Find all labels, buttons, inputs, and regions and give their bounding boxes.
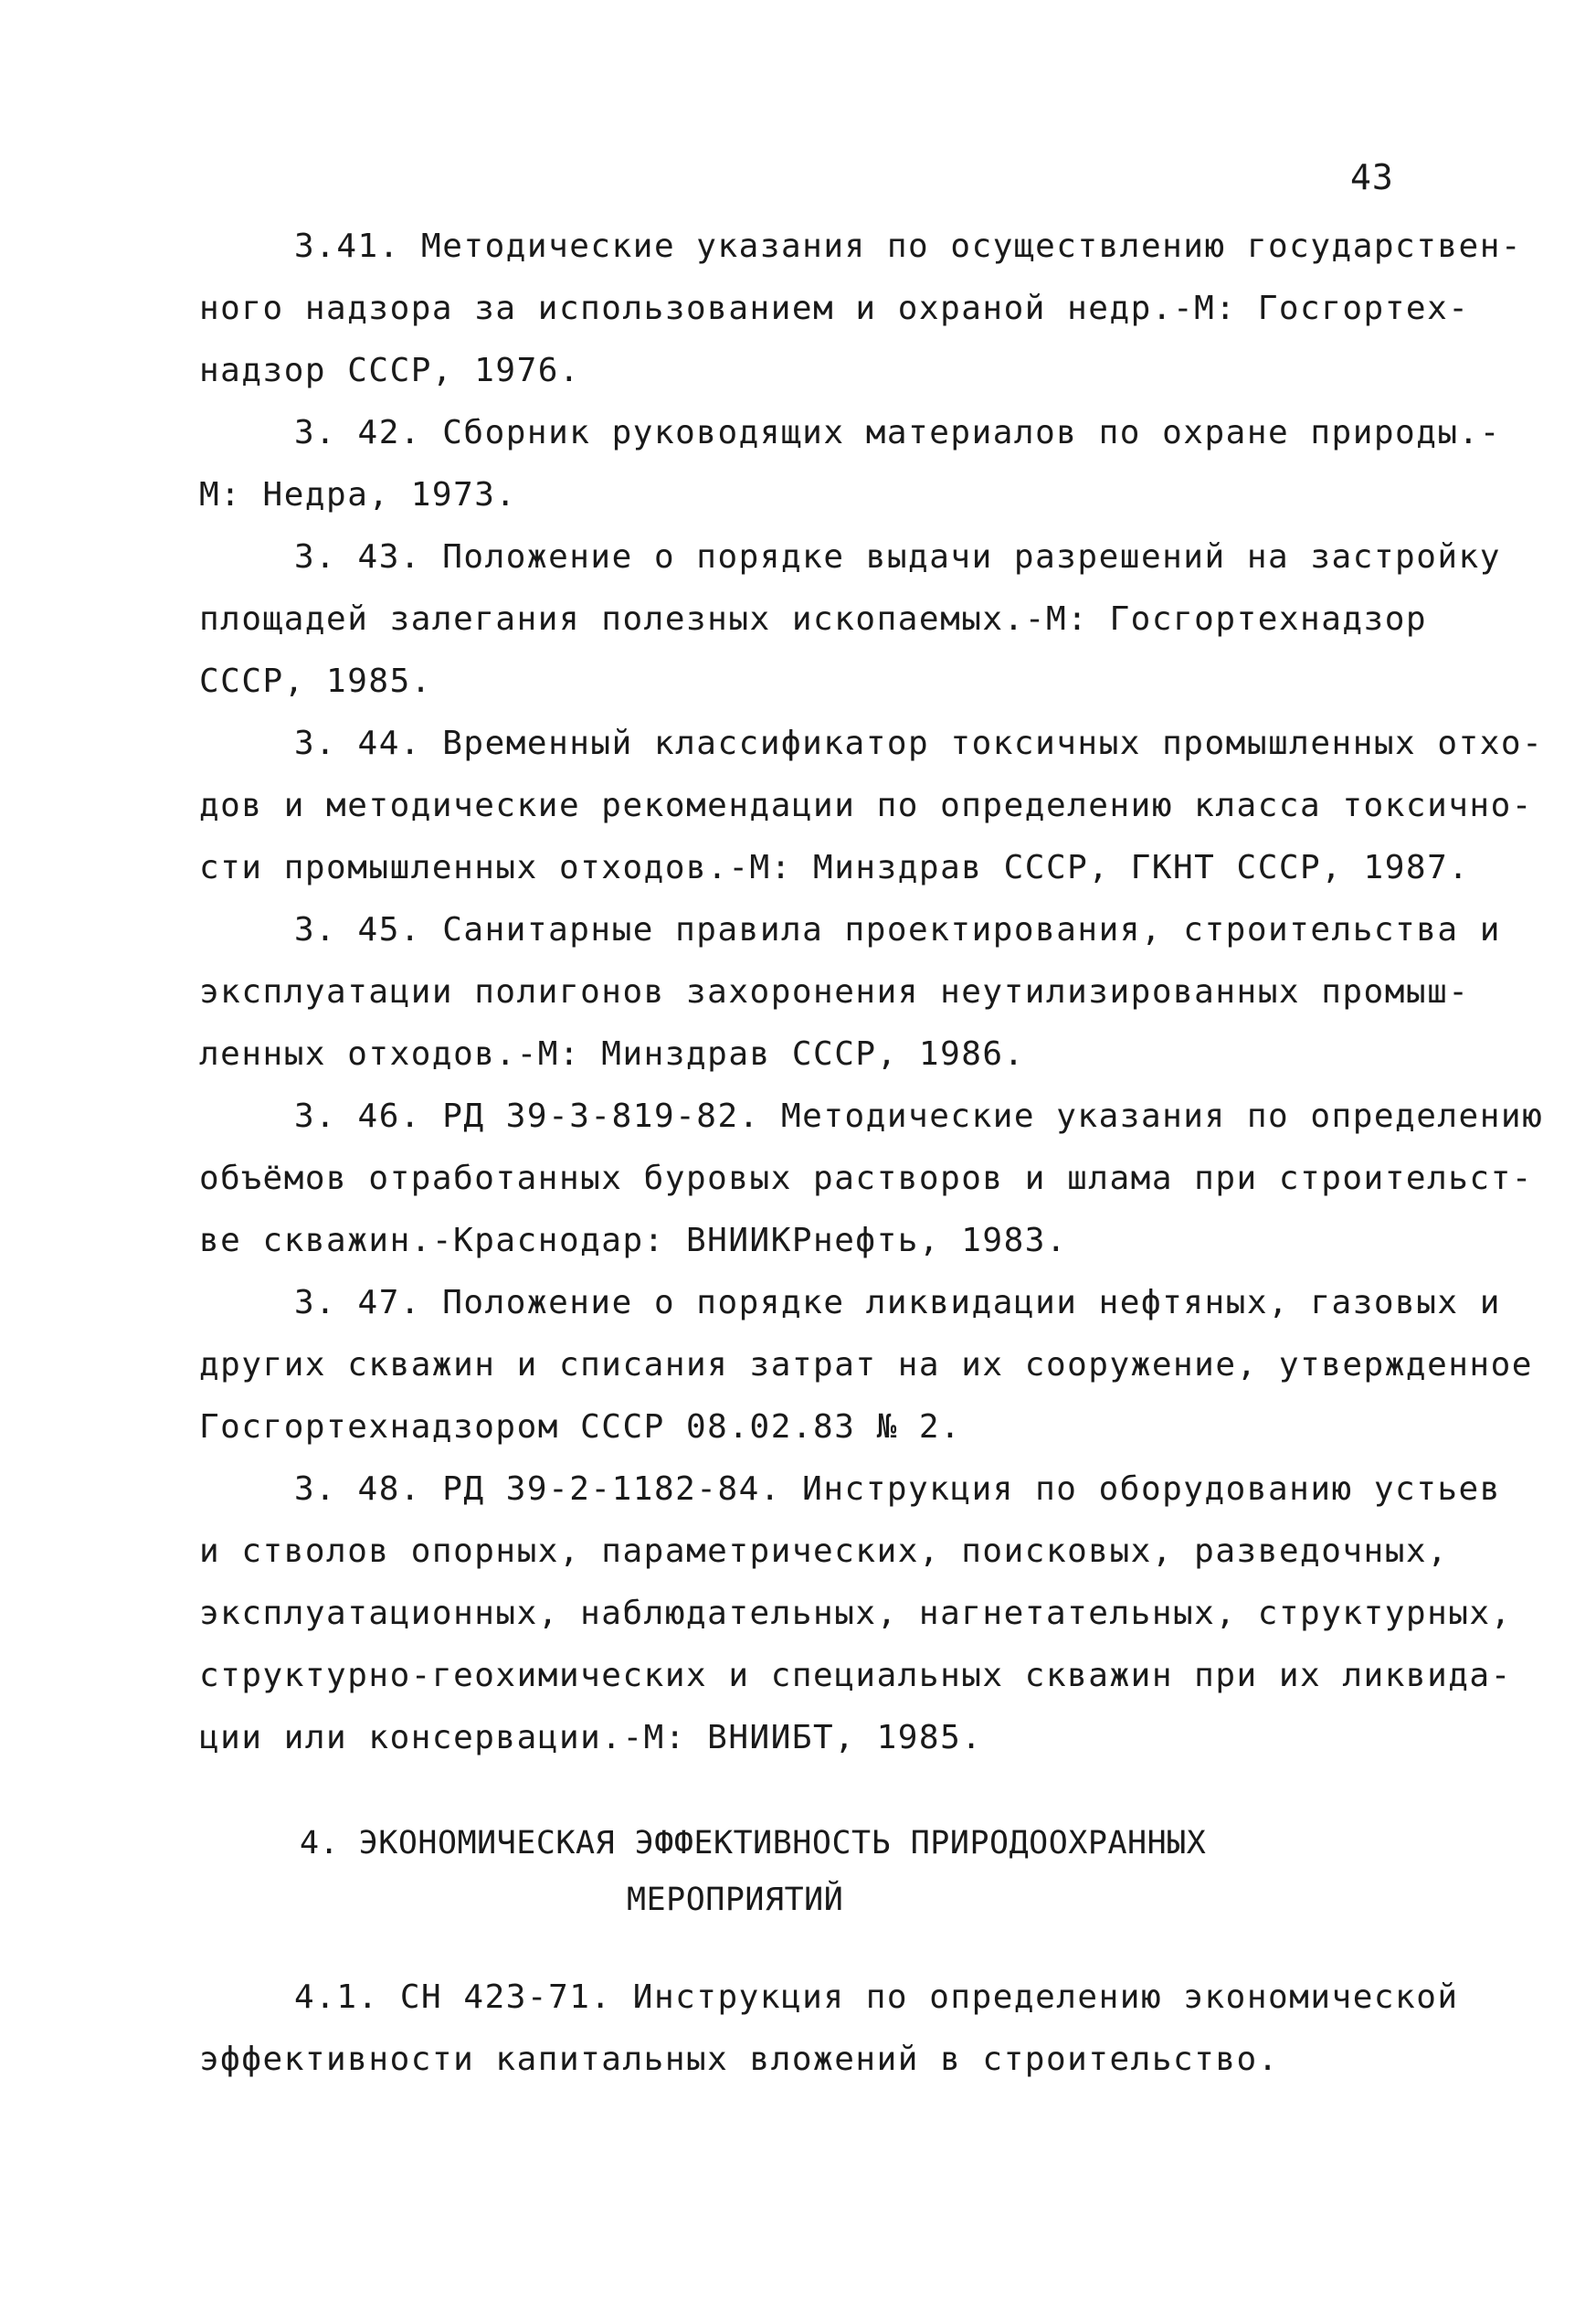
reference-line: 3. 45. Санитарные правила проектирования, строительства и (294, 911, 1501, 949)
reference-line: ве скважин.-Краснодар: ВНИИКРнефть, 1983. (199, 1222, 1068, 1259)
reference-entry-3-45 (199, 899, 1501, 1086)
section-heading (199, 1815, 1423, 1928)
reference-entry-3-43 (199, 526, 1501, 713)
reference-line: 3. 43. Положение о порядке выдачи разрешений на застройку (294, 538, 1501, 576)
reference-entry-3-41 (199, 216, 1523, 402)
reference-line: 3. 42. Сборник руководящих материалов по охране природы.- (294, 414, 1501, 451)
reference-line: эксплуатационных, наблюдательных, нагнетательных, структурных, (199, 1595, 1512, 1632)
section-reference-list (199, 1967, 1459, 2091)
reference-entry-3-42 (199, 402, 1501, 526)
reference-line: эффективности капитальных вложений в строительство. (199, 2041, 1279, 2078)
reference-list (199, 216, 1544, 1769)
reference-line: площадей залегания полезных ископаемых.-М: Госгортехнадзор (199, 600, 1428, 638)
reference-line: структурно-геохимических и специальных скважин при их ликвида- (199, 1657, 1512, 1694)
reference-line: эксплуатации полигонов захоронения неутилизированных промыш- (199, 973, 1470, 1011)
reference-entry-3-46 (199, 1086, 1544, 1272)
page-number: 43 (1350, 157, 1394, 197)
reference-line: и стволов опорных, параметрических, поисковых, разведочных, (199, 1532, 1449, 1570)
reference-entry-3-48 (199, 1458, 1512, 1769)
reference-line: 3. 47. Положение о порядке ликвидации нефтяных, газовых и (294, 1284, 1501, 1321)
reference-entry-3-44 (199, 713, 1544, 899)
reference-line: Госгортехнадзором СССР 08.02.83 № 2. (199, 1408, 962, 1446)
reference-line: М: Недра, 1973. (199, 476, 517, 514)
reference-line: других скважин и списания затрат на их сооружение, утвержденное (199, 1346, 1533, 1384)
reference-line: надзор СССР, 1976. (199, 352, 581, 389)
reference-line: ции или консервации.-М: ВНИИБТ, 1985. (199, 1719, 983, 1756)
reference-line: СССР, 1985. (199, 663, 432, 700)
reference-line: объёмов отработанных буровых растворов и шлама при строительст- (199, 1160, 1533, 1197)
section-heading-line-1: 4. ЭКОНОМИЧЕСКАЯ ЭФФЕКТИВНОСТЬ ПРИРОДООХРАННЫХ (300, 1825, 1207, 1861)
reference-line: дов и методические рекомендации по определению класса токсично- (199, 787, 1533, 824)
reference-line: 4.1. СН 423-71. Инструкция по определению экономической (294, 1978, 1459, 2016)
reference-line: ного надзора за использованием и охраной недр.-М: Госгортех- (199, 290, 1470, 327)
reference-line: 3. 46. РД 39-3-819-82. Методические указания по определению (294, 1098, 1544, 1135)
reference-line: сти промышленных отходов.-М: Минздрав СССР, ГКНТ СССР, 1987. (199, 849, 1470, 886)
reference-entry-3-47 (199, 1272, 1533, 1458)
reference-line: ленных отходов.-М: Минздрав СССР, 1986. (199, 1035, 1025, 1073)
reference-line: 3. 48. РД 39-2-1182-84. Инструкция по оборудованию устьев (294, 1470, 1501, 1508)
reference-line: 3.41. Методические указания по осуществлению государствен- (294, 228, 1523, 265)
reference-entry-4-1 (199, 1967, 1459, 2091)
section-heading-line-2: МЕРОПРИЯТИЙ (627, 1882, 844, 1918)
reference-line: 3. 44. Временный классификатор токсичных промышленных отхо- (294, 725, 1544, 762)
